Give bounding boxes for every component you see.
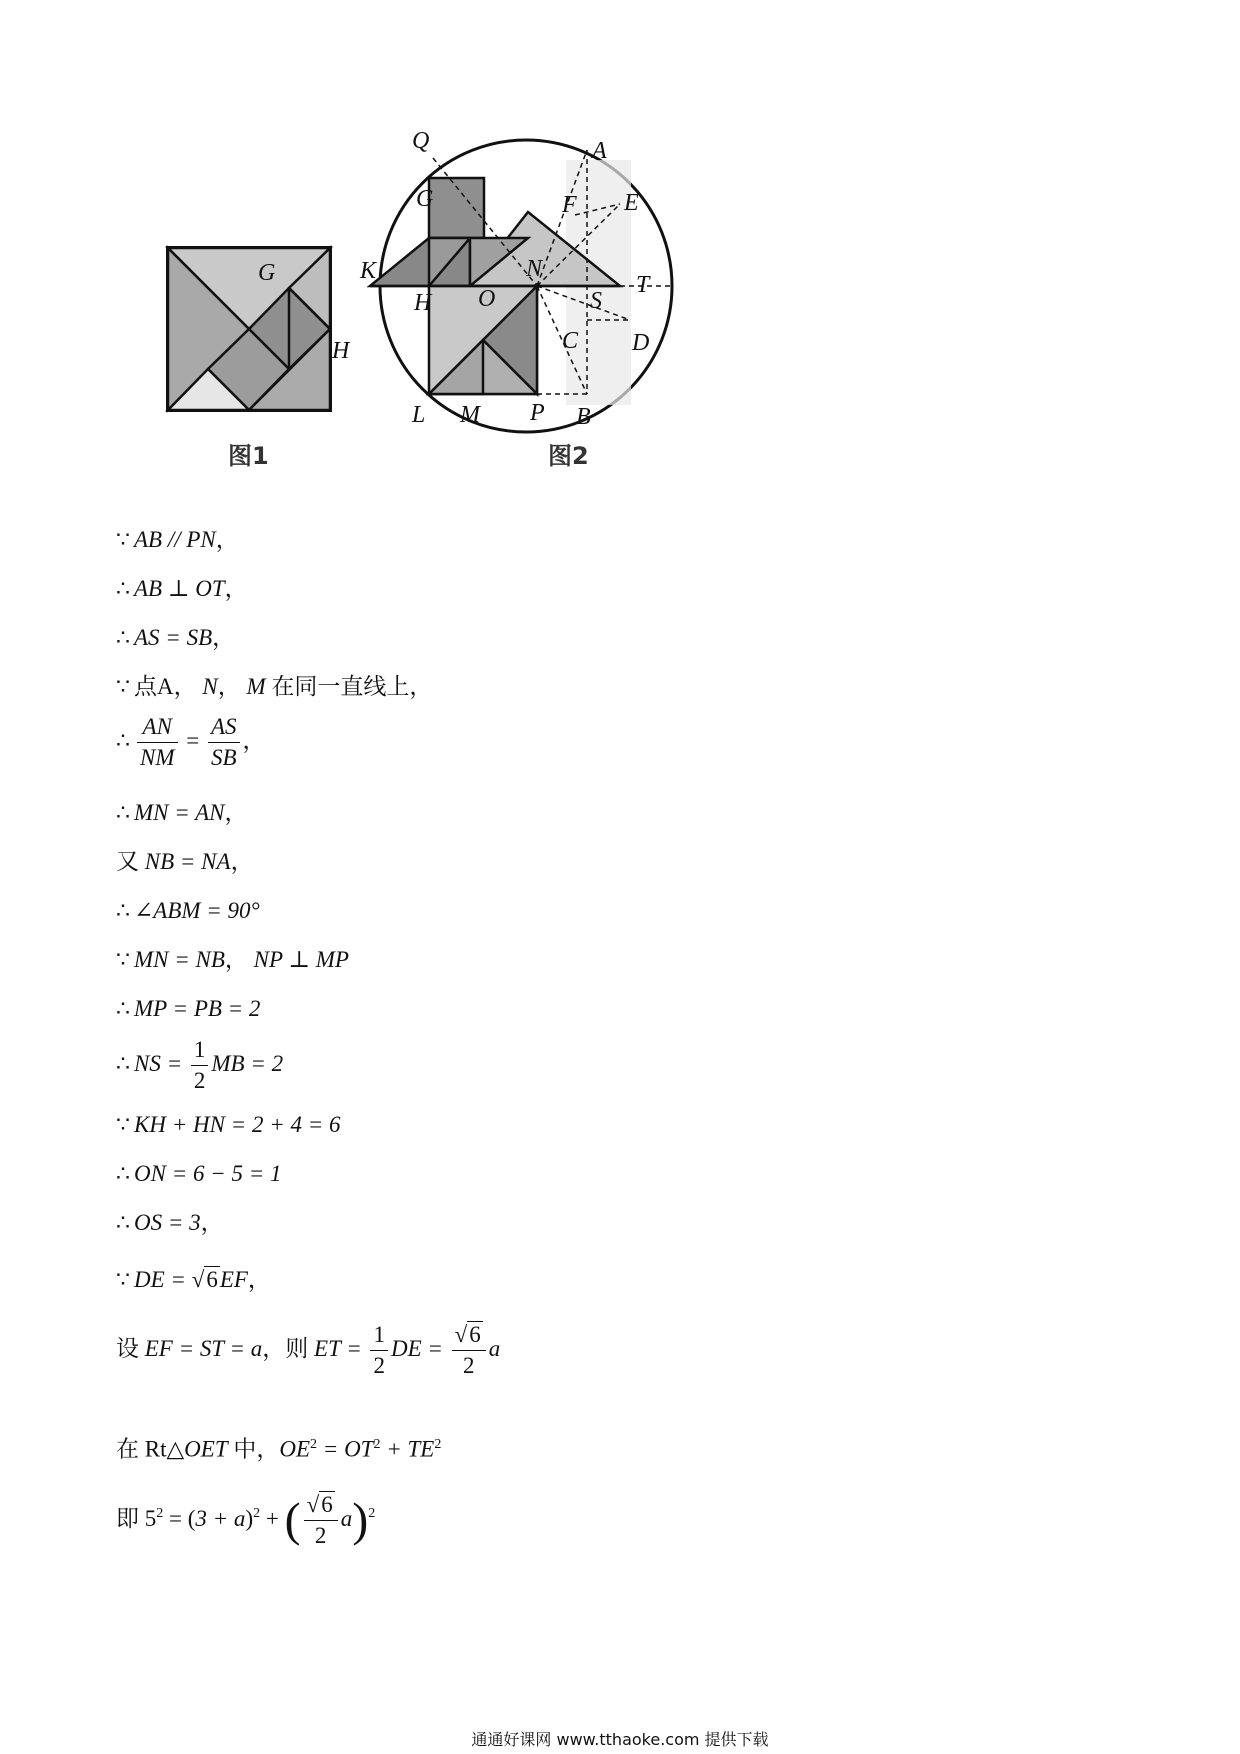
- exponent: 2: [253, 1506, 261, 1522]
- step-16-expr2: ET =: [314, 1335, 368, 1361]
- therefore-symbol: ∴: [116, 1050, 130, 1076]
- step-15: [116, 1265, 271, 1295]
- step-12: [116, 1110, 340, 1140]
- step-11-pre: NS =: [134, 1050, 188, 1076]
- step-7-tail: ，: [230, 849, 254, 874]
- fraction-an-nm: [137, 712, 178, 773]
- fig2-label-d: D: [632, 330, 650, 356]
- therefore-symbol: ∴: [116, 625, 130, 650]
- step-7-pre: 又: [116, 849, 145, 874]
- step-14-tail: ，: [200, 1210, 224, 1235]
- step-8-expr: ∠ABM = 90°: [134, 898, 260, 923]
- step-4-n: N: [202, 674, 218, 699]
- fraction-sqrt6-over-2: [452, 1320, 486, 1381]
- fig2-label-h: H: [414, 290, 432, 316]
- step-14: [116, 1208, 224, 1238]
- step-16-tail: a: [488, 1335, 501, 1361]
- fraction-as-sb: [208, 712, 240, 773]
- step-18-inner: 3 + a: [195, 1505, 246, 1531]
- frac-num: AS: [208, 712, 240, 743]
- figure-1: [150, 230, 390, 470]
- frac-num: AN: [137, 712, 178, 743]
- step-17-mid: 中，: [227, 1436, 280, 1462]
- triangle-name: OET: [184, 1436, 228, 1462]
- step-15-post: EF: [219, 1267, 248, 1292]
- step-1-expr: AB // PN: [134, 527, 216, 552]
- step-13-expr: ON = 6 − 5 = 1: [134, 1161, 282, 1186]
- step-3: [116, 623, 235, 653]
- frac-den: 2: [193, 1068, 206, 1093]
- step-6-tail: ，: [224, 800, 248, 825]
- step-2-expr: AB ⊥ OT: [134, 576, 225, 601]
- step-17-rhs2: + TE: [380, 1436, 435, 1462]
- exponent: 2: [434, 1437, 442, 1452]
- exponent: 2: [373, 1437, 381, 1452]
- step-9-mid: ，: [224, 947, 254, 972]
- step-11: [116, 1035, 283, 1096]
- equals: =: [180, 727, 205, 753]
- therefore-symbol: ∴: [116, 576, 130, 601]
- step-17-lhs: OE: [279, 1436, 311, 1462]
- figure-2: [360, 128, 730, 440]
- step-1: [116, 525, 239, 555]
- step-12-expr: KH + HN = 2 + 4 = 6: [134, 1112, 341, 1137]
- because-symbol: ∵: [116, 674, 130, 699]
- equals: =: [163, 1505, 188, 1531]
- step-9: [116, 945, 349, 975]
- fraction-sqrt6-over-2: [304, 1490, 338, 1551]
- step-2: [116, 574, 248, 604]
- step-4: [116, 672, 432, 702]
- because-symbol: ∵: [116, 527, 130, 552]
- frac-num: 1: [370, 1320, 388, 1351]
- step-3-expr: AS = SB: [134, 625, 213, 650]
- frac-num: √6: [452, 1320, 486, 1351]
- because-symbol: ∵: [116, 1267, 130, 1292]
- frac-den: 2: [462, 1353, 475, 1378]
- step-4-m: M: [246, 674, 266, 699]
- step-10-expr: MP = PB = 2: [134, 996, 261, 1021]
- step-2-tail: ，: [224, 576, 248, 601]
- step-13: [116, 1159, 282, 1189]
- therefore-symbol: ∴: [116, 898, 130, 923]
- step-5-tail: ，: [242, 727, 266, 753]
- step-4-pre: 点A，: [134, 674, 203, 699]
- variable-a: a: [340, 1505, 353, 1531]
- frac-den: 2: [314, 1523, 327, 1548]
- frac-den: SB: [210, 745, 237, 770]
- fig2-label-g: G: [416, 186, 434, 212]
- frac-den: 2: [373, 1353, 385, 1378]
- fig2-label-c: C: [562, 328, 579, 354]
- fig2-label-o: O: [478, 286, 496, 312]
- fig2-label-b: B: [576, 404, 591, 430]
- step-9-expr: MN = NB: [134, 947, 225, 972]
- step-15-pre: DE =: [134, 1267, 192, 1292]
- frac-den: NM: [140, 745, 175, 770]
- plus: +: [260, 1505, 285, 1531]
- figure-1-caption: 图1: [228, 442, 269, 470]
- step-16-expr3: DE =: [390, 1335, 449, 1361]
- fig2-label-k: K: [360, 258, 377, 284]
- step-10: [116, 994, 260, 1024]
- because-symbol: ∵: [116, 1112, 130, 1137]
- fraction-one-half: [191, 1035, 209, 1096]
- figure-2-caption: 图2: [548, 442, 589, 470]
- step-7-expr: NB = NA: [144, 849, 231, 874]
- step-16-mid: ，则: [262, 1335, 315, 1361]
- exponent: 2: [368, 1506, 376, 1522]
- step-17: [116, 1430, 441, 1465]
- step-4-mid: ，: [217, 674, 247, 699]
- fig2-label-m: M: [460, 402, 480, 428]
- radicand: 6: [206, 1267, 218, 1292]
- step-8: [116, 896, 260, 926]
- step-18-pre: 即 5: [116, 1505, 157, 1531]
- big-right-paren: ): [352, 1493, 369, 1547]
- fig2-label-a: A: [592, 138, 607, 164]
- step-16-pre: 设: [116, 1335, 145, 1361]
- therefore-symbol: ∴: [116, 800, 130, 825]
- step-6: [116, 798, 248, 828]
- step-14-expr: OS = 3: [134, 1210, 201, 1235]
- radicand: 6: [469, 1322, 481, 1347]
- fraction-one-half: [370, 1320, 388, 1381]
- step-17-rhs1: = OT: [317, 1436, 374, 1462]
- step-7: [116, 847, 254, 877]
- frac-num: √6: [304, 1490, 338, 1521]
- fig2-label-p: P: [530, 400, 545, 426]
- step-16: [116, 1320, 500, 1381]
- step-18: [116, 1490, 375, 1551]
- step-15-tail: ，: [247, 1267, 271, 1292]
- fig2-label-t: T: [636, 272, 650, 298]
- radicand: 6: [321, 1492, 333, 1517]
- step-4-post: 在同一直线上，: [265, 674, 433, 699]
- left-paren: (: [187, 1505, 196, 1531]
- step-3-tail: ，: [212, 625, 236, 650]
- step-6-expr: MN = AN: [134, 800, 225, 825]
- fig1-label-g: G: [258, 260, 276, 286]
- fig2-label-e: E: [624, 190, 639, 216]
- fig2-label-f: F: [562, 192, 577, 218]
- step-5: [116, 712, 266, 773]
- step-16-expr: EF = ST = a: [144, 1335, 263, 1361]
- therefore-symbol: ∴: [116, 1210, 130, 1235]
- step-11-post: MB = 2: [211, 1050, 284, 1076]
- fig2-label-q: Q: [412, 128, 430, 154]
- page-footer: 通通好课网 www.tthaoke.com 提供下载: [471, 1730, 769, 1749]
- step-17-pre: 在 Rt△: [116, 1436, 185, 1462]
- big-left-paren: (: [284, 1493, 301, 1547]
- therefore-symbol: ∴: [116, 1161, 130, 1186]
- exponent: 2: [310, 1437, 318, 1452]
- step-9-expr2: NP ⊥ MP: [253, 947, 349, 972]
- fig2-label-n: N: [526, 256, 543, 282]
- step-1-tail: ，: [215, 527, 239, 552]
- fig2-label-s: S: [590, 288, 602, 314]
- right-paren: ): [245, 1505, 254, 1531]
- fig2-label-l: L: [412, 402, 426, 428]
- fig1-label-h: H: [332, 338, 350, 364]
- frac-num: 1: [191, 1035, 209, 1066]
- therefore-symbol: ∴: [116, 996, 130, 1021]
- because-symbol: ∵: [116, 947, 130, 972]
- therefore-symbol: ∴: [116, 727, 130, 753]
- sqrt-6: √6: [191, 1267, 218, 1292]
- exponent: 2: [156, 1506, 164, 1522]
